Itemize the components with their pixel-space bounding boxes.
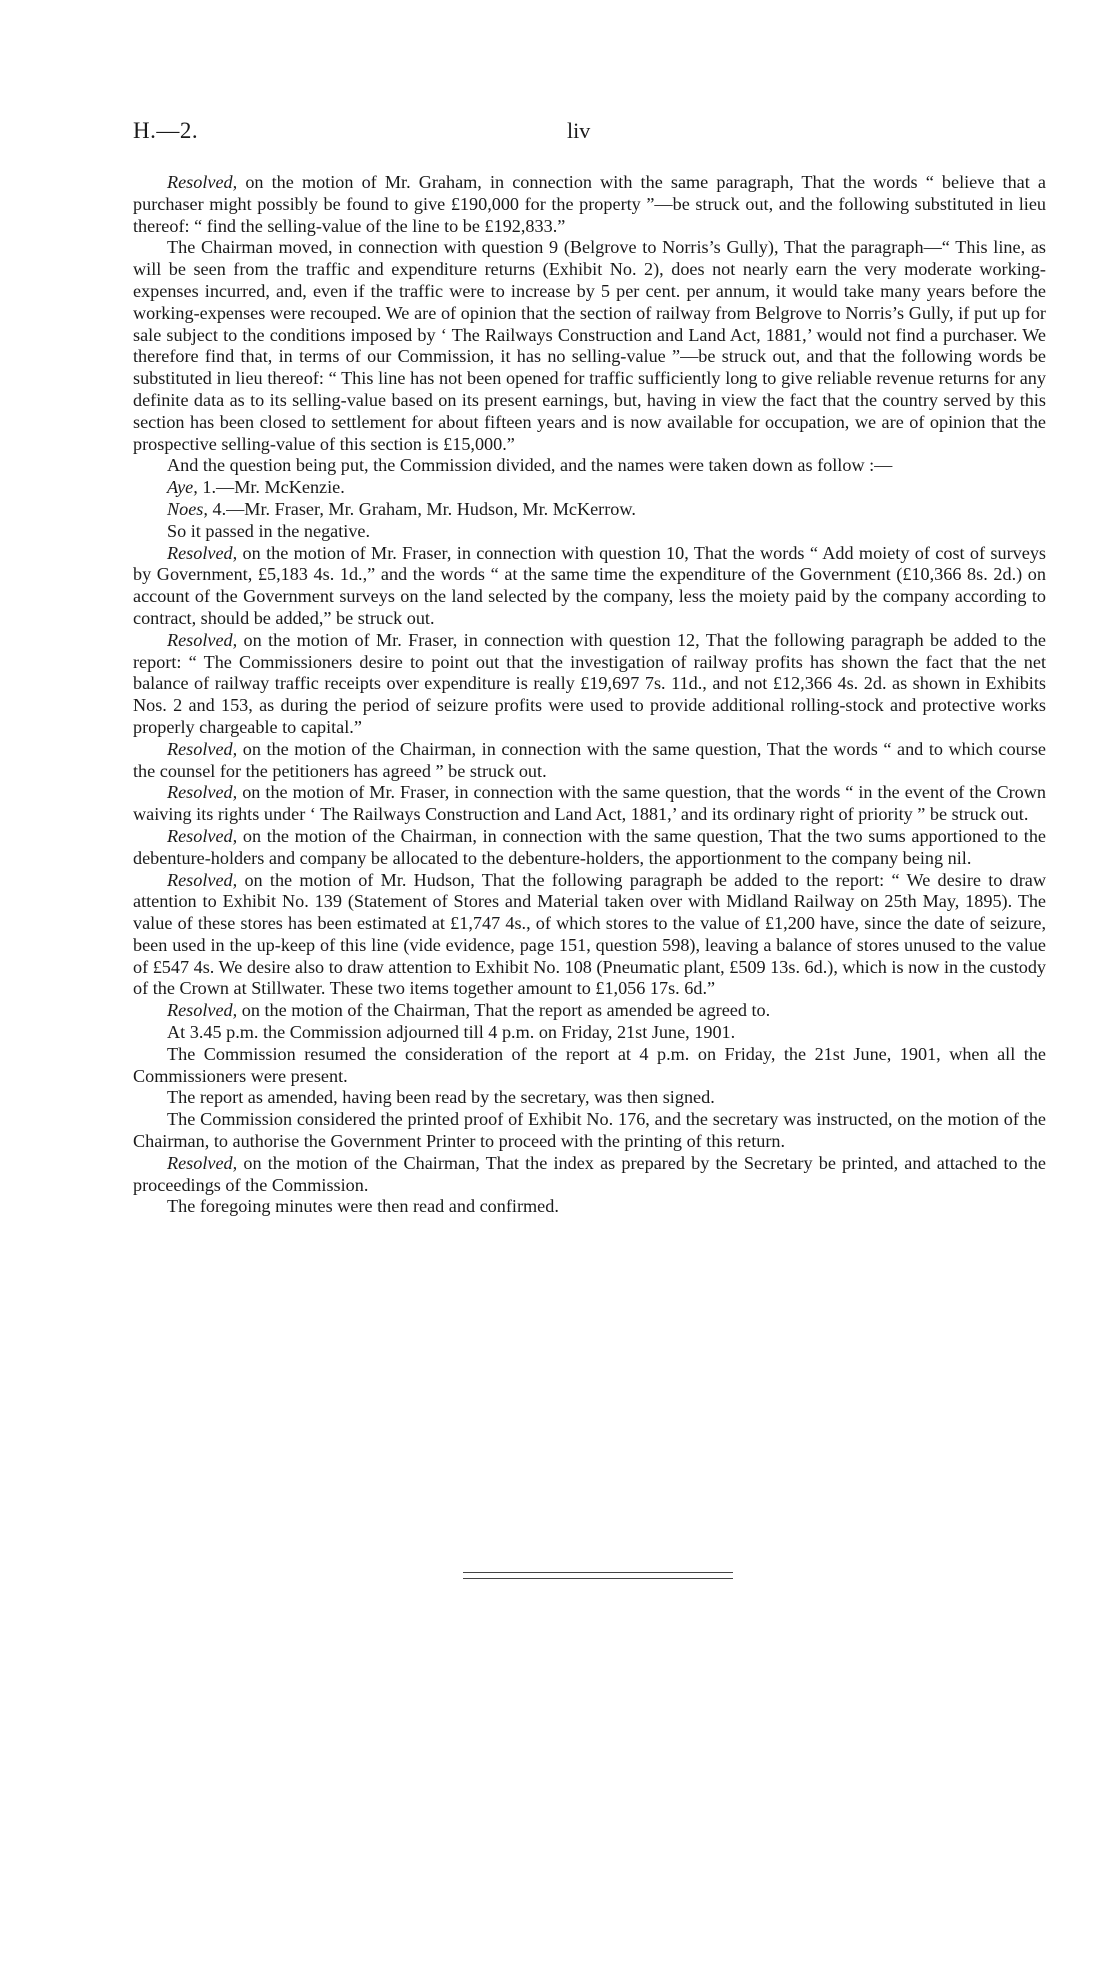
minutes-body: [133, 172, 1046, 1218]
paragraph: Resolved, on the motion of Mr. Fraser, in connection with question 10, That the words “ Add moiety of cost of surveys by Government, £5,183 4s. 1d.,” and the words “ at the same time the expenditure of the Government (£10,366 8s. 2d.) on account of the Government surveys on the land selected by the company, less the moiety paid by the company according to contract, should be added,” be struck out.: [133, 542, 1046, 628]
paragraph: Resolved, on the motion of Mr. Hudson, That the following paragraph be added to the report: “ We desire to draw attention to Exhibit No. 139 (Statement of Stores and Material taken over with Midland Railway on 25th May, 1895). The value of these stores has been estimated at £1,747 4s., of which stores to the value of £1,200 have, since the date of seizure, been used in the up-keep of this line (vide evidence, page 151, question 598), leaving a balance of stores unused to the value of £547 4s. We desire also to draw attention to Exhibit No. 108 (Pneumatic plant, £509 13s. 6d.), which is now in the custody of the Crown at Stillwater. These two items together amount to £1,056 17s. 6d.”: [133, 869, 1047, 999]
paragraph: At 3.45 p.m. the Commission adjourned till 4 p.m. on Friday, 21st June, 1901.: [167, 1022, 736, 1043]
document-reference: H.—2.: [133, 118, 199, 143]
closing-rule: [463, 1572, 733, 1579]
paragraph: And the question being put, the Commission divided, and the names were taken down as follow :—: [167, 455, 893, 476]
vote-ayes: Aye, 1.—Mr. McKenzie.: [167, 477, 345, 498]
paragraph: Resolved, on the motion of the Chairman, That the report as amended be agreed to.: [167, 1000, 771, 1021]
paragraph: The Commission considered the printed proof of Exhibit No. 176, and the secretary was instructed, on the motion of the Chairman, to authorise the Government Printer to proceed with the printing of this return.: [133, 1109, 1046, 1152]
paragraph: Resolved, on the motion of the Chairman, That the index as prepared by the Secretary be printed, and attached to the proceedings of the Commission.: [133, 1152, 1046, 1195]
paragraph: Resolved, on the motion of the Chairman, in connection with the same question, That the two sums apportioned to the debenture-holders and company be allocated to the debenture-holders, the apportionment to the company being nil.: [133, 825, 1046, 868]
paragraph: Resolved, on the motion of the Chairman, in connection with the same question, That the words “ and to which course the counsel for the petitioners has agreed ” be struck out.: [133, 738, 1046, 781]
paragraph: Resolved, on the motion of Mr. Graham, in connection with the same paragraph, That the words “ believe that a purchaser might possibly be found to give £190,000 for the property ”—be struck out, and the following substituted in lieu thereof: “ find the selling-value of the line to be £192,833.”: [133, 172, 1046, 236]
paragraph: The Commission resumed the consideration of the report at 4 p.m. on Friday, the 21st June, 1901, when all the Commissioners were present.: [133, 1043, 1046, 1086]
vote-result: So it passed in the negative.: [167, 520, 371, 541]
paragraph: The foregoing minutes were then read and confirmed.: [167, 1196, 559, 1217]
paragraph: Resolved, on the motion of Mr. Fraser, in connection with question 12, That the following paragraph be added to the report: “ The Commissioners desire to point out that the investigation of railway profits has shown the fact that the net balance of railway traffic receipts over expenditure is really £19,697 7s. 11d., and not £12,366 4s. 2d. as shown in Exhibits Nos. 2 and 153, as during the period of seizure profits were used to provide additional rolling-stock and protective works properly chargeable to capital.”: [133, 629, 1046, 737]
paragraph: The report as amended, having been read by the secretary, was then signed.: [167, 1087, 715, 1108]
paragraph: The Chairman moved, in connection with question 9 (Belgrove to Norris’s Gully), That the paragraph—“ This line, as will be seen from the traffic and expenditure returns (Exhibit No. 2), does not nearly earn the very moderate working-expenses incurred, and, even if the traffic were to increase by 5 per cent. per annum, it would take many years before the working-expenses were recouped. We are of opinion that the section of railway from Belgrove to Norris’s Gully, if put up for sale subject to the conditions imposed by ‘ The Railways Construction and Land Act, 1881,’ would not find a purchaser. We therefore find that, in terms of our Commission, it has no selling-value ”—be struck out, and that the following words be substituted in lieu thereof: “ This line has not been opened for traffic sufficiently long to give reliable revenue returns for any definite data as to its selling-value based on its present earnings, but, having in view the fact that the country served by this section has been closed to settlement for about fifteen years and is now available for occupation, we are of opinion that the prospective selling-value of this section is £15,000.”: [133, 237, 1046, 454]
paragraph: Resolved, on the motion of Mr. Fraser, in connection with the same question, that the words “ in the event of the Crown waiving its rights under ‘ The Railways Construction and Land Act, 1881,’ and its ordinary right of priority ” be struck out.: [133, 782, 1046, 825]
page-number: liv: [567, 118, 591, 143]
vote-noes: Noes, 4.—Mr. Fraser, Mr. Graham, Mr. Hudson, Mr. McKerrow.: [167, 498, 636, 519]
page-header: [0, 118, 1114, 148]
